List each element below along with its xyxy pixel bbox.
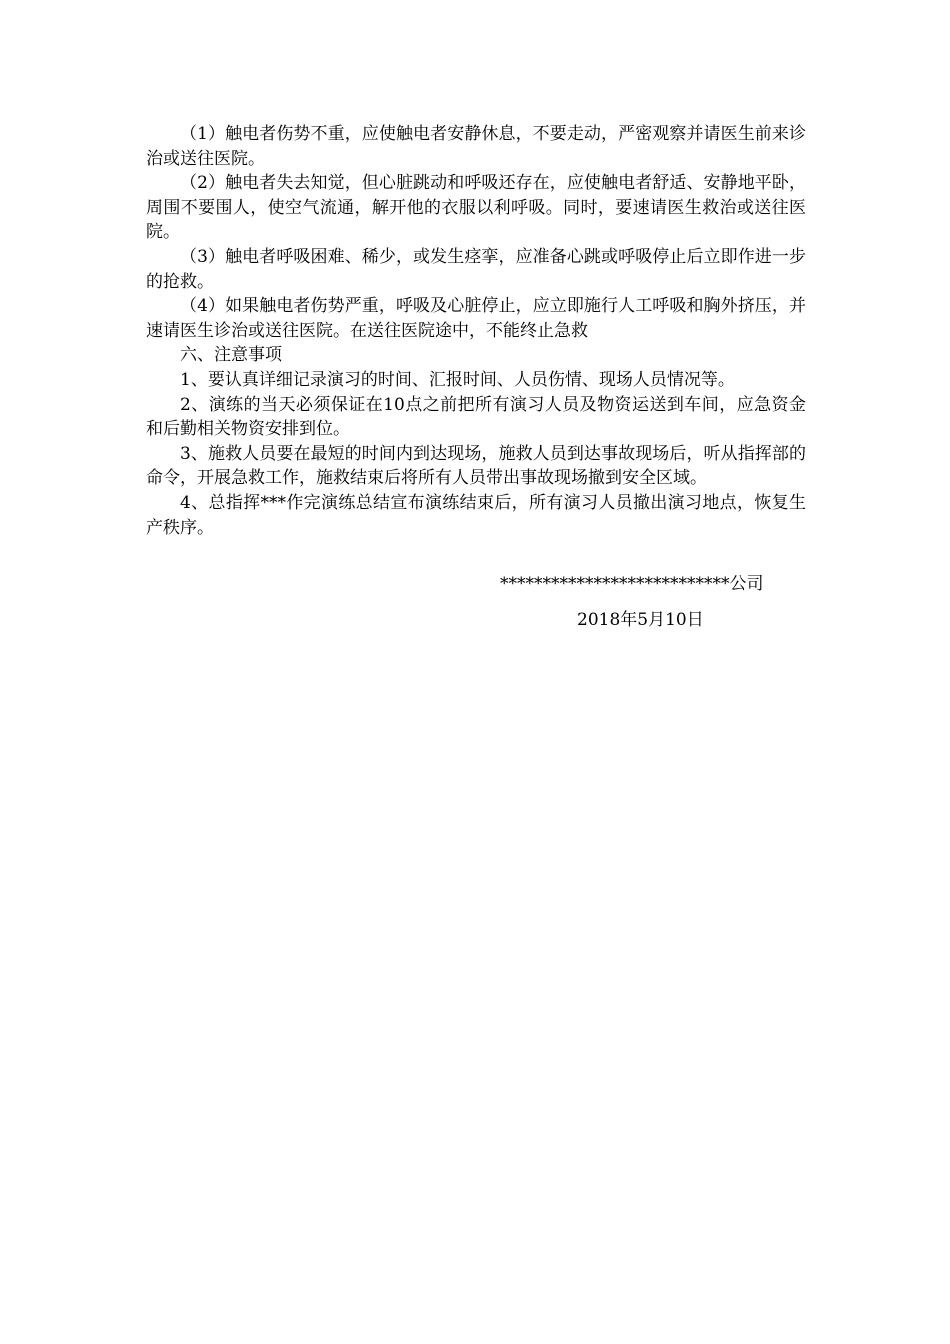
paragraph-first-aid-1: （1）触电者伤势不重，应使触电者安静休息，不要走动，严密观察并请医生前来诊治或送往医院。 xyxy=(146,124,806,169)
paragraph-note-3: 3、施救人员要在最短的时间内到达现场，施救人员到达事故现场后，听从指挥部的命令，开展急救工作，施救结束后将所有人员带出事故现场撤到安全区域。 xyxy=(146,443,806,489)
paragraph-note-1: 1、要认真详细记录演习的时间、汇报时间、人员伤情、现场人员情况等。 xyxy=(180,369,735,390)
section-heading-notes: 六、注意事项 xyxy=(180,345,282,366)
paragraph-first-aid-4: （4）如果触电者伤势严重，呼吸及心脏停止，应立即施行人工呼吸和胸外挤压，并速请医生诊治或送往医院。在送往医院途中，不能终止急救 xyxy=(146,296,806,341)
signature-company: ***************************公司 xyxy=(500,574,764,594)
paragraph-note-2: 2、演练的当天必须保证在10点之前把所有演习人员及物资运送到车间，应急资金和后勤相关物资安排到位。 xyxy=(146,394,806,440)
paragraph-note-4: 4、总指挥***作完演练总结宣布演练结束后，所有演习人员撤出演习地点，恢复生产秩序。 xyxy=(146,492,806,538)
signature-date: 2018年5月10日 xyxy=(577,610,704,630)
document-body xyxy=(146,122,806,540)
paragraph-first-aid-2: （2）触电者失去知觉，但心脏跳动和呼吸还存在，应使触电者舒适、安静地平卧，周围不要围人，使空气流通，解开他的衣服以利呼吸。同时，要速请医生救治或送往医院。 xyxy=(146,173,806,243)
paragraph-first-aid-3: （3）触电者呼吸困难、稀少，或发生痉挛，应准备心跳或呼吸停止后立即作进一步的抢救。 xyxy=(146,246,806,292)
